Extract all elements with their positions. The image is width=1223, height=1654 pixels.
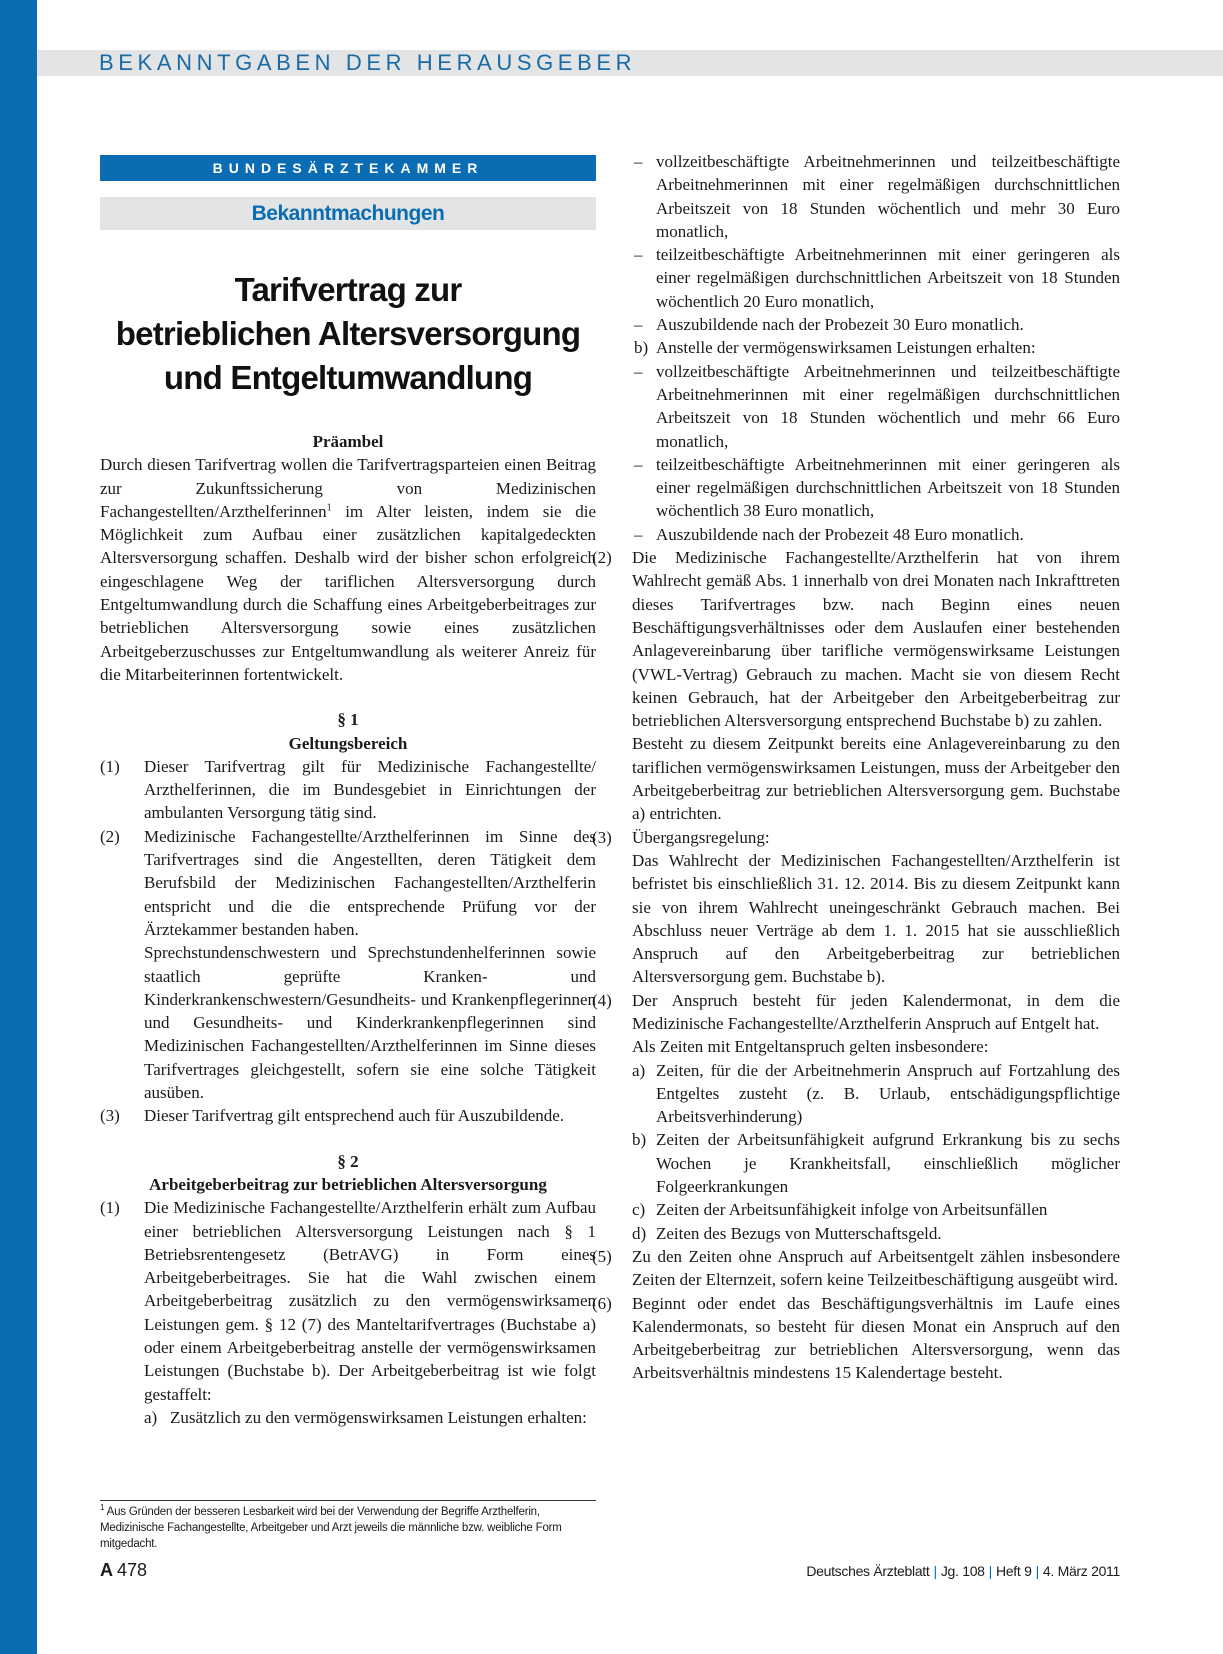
journal-issue: Heft 9 bbox=[996, 1563, 1032, 1579]
item-text: vollzeitbeschäftigte Arbeitnehmerinnen und teilzeitbeschäftigte Arbeitnehmerinnen mit einer regelmäßigen durchschnittlichen Arbeitszeit von 18 Stunden wöchentlich und mehr 66 Euro monatlich, bbox=[656, 361, 1120, 451]
item-text: Zeiten, für die der Arbeitnehmerin Anspruch auf Fortzahlung des Entgeltes zusteht (z. B. Urlaub, entschädigungspflichtige Arbeitsverhinderung) bbox=[656, 1060, 1120, 1127]
s1-para-2b: Sprechstundenschwestern und Sprechstundenhelferinnen sowie staatlich geprüfte Kranken- und Kinderkrankenschwestern/Gesundheits- und Krankenpflegerinnen und Gesundheits- und Kinderkrankenpflegerinnen sind Medizinischen Fachangestellten/Arzthelferinnen im Sinne dieses Tarifvertrages gleichgestellt, sofern sie eine solche Tätigkeit ausüben. bbox=[144, 943, 596, 1103]
dash: – bbox=[634, 361, 643, 381]
s2-para-2 bbox=[592, 546, 1120, 732]
footnote-rule bbox=[100, 1500, 596, 1501]
page-num: 478 bbox=[117, 1560, 148, 1580]
para-text: Beginnt oder endet das Beschäftigungsverhältnis im Laufe eines Kalendermonats, so besteht für diesen Monat ein Anspruch auf den Arbeitgeberbeitrag zur betrieblichen Altersversorgung, wenn das Arbeitsverhältnis mindestens 15 Kalendertage besteht. bbox=[632, 1293, 1120, 1383]
item-text: Auszubildende nach der Probezeit 30 Euro monatlich. bbox=[656, 315, 1024, 335]
s2-para-5 bbox=[592, 1245, 1120, 1292]
item-text: vollzeitbeschäftigte Arbeitnehmerinnen und teilzeitbeschäftigte Arbeitnehmerinnen mit einer regelmäßigen durchschnittlichen Arbeitszeit von 18 Stunden wöchentlich und mehr 30 Euro monatlich, bbox=[656, 152, 1120, 241]
item-letter: b) bbox=[632, 1130, 647, 1150]
para-number: (1) bbox=[100, 1198, 120, 1218]
para-number: (4) bbox=[592, 990, 612, 1010]
journal-date: 4. März 2011 bbox=[1042, 1563, 1120, 1579]
list-item bbox=[626, 523, 1120, 546]
item-text: Zusätzlich zu den vermögenswirksamen Leistungen erhalten: bbox=[170, 1407, 587, 1427]
title-line: und Entgeltumwandlung bbox=[163, 359, 533, 396]
para-text: Die Medizinische Fachangestellte/Arzthelferin erhält zum Aufbau einer betrieblichen Altersversorgung Leistungen nach § 1 Betriebsrentengesetz (BetrAVG) in Form eines Arbeitgeberbeitrages. Sie hat die Wahl zwischen einem Arbeitgeberbeitrag zusätzlich zu den vermögenswirksamen Leistungen gem. § 12 (7) des Manteltarifvertrages (Buchstabe a) oder einem Arbeitgeberbeitrag anstelle der vermögenswirksamen Leistungen (Buchstabe b). Der Arbeitgeberbeitrag ist wie folgt gestaffelt: bbox=[144, 1198, 596, 1404]
separator: | bbox=[1035, 1563, 1039, 1579]
s2-para-2b: Besteht zu diesem Zeitpunkt bereits eine Anlagevereinbarung zu den tariflichen vermögenswirksamen Leistungen, muss der Arbeitgeber den Arbeitgeberbeitrag zur betrieblichen Altersversorgung gem. Buchstabe a) entrichten. bbox=[632, 734, 1120, 824]
para-number: (3) bbox=[592, 827, 612, 847]
list-item bbox=[626, 313, 1120, 336]
section-header-band bbox=[37, 50, 1223, 76]
dash: – bbox=[634, 454, 643, 474]
footnote-text: Aus Gründen der besseren Lesbarkeit wird bei der Verwendung der Begriffe Arzthelferin, Medizinische Fachangestellte, Arbeitgeber und Arzt jeweils die männliche bzw. weibliche Form mitgedacht. bbox=[100, 1506, 562, 1550]
footnote-ref: 1 bbox=[326, 502, 332, 514]
dash: – bbox=[634, 245, 643, 265]
item-text: teilzeitbeschäftigte Arbeitnehmerinnen mit einer geringeren als einer regelmäßigen durchschnittlichen Arbeitszeit von 18 Stunden wöchentlich 38 Euro monatlich, bbox=[656, 454, 1120, 521]
side-color-bar bbox=[0, 0, 37, 1654]
para-text: Medizinische Fachangestellte/Arzthelferinnen im Sinne des Tarifvertrages sind die Angestellten, deren Tätigkeit dem Berufsbild der Medizinischen Fachangestellten/Arzthelferin entspricht und die die entsprechende Prüfung vor der Ärztekammer bestanden haben. bbox=[144, 826, 596, 939]
item-text: Zeiten des Bezugs von Mutterschaftsgeld. bbox=[656, 1223, 942, 1243]
item-letter: a) bbox=[632, 1060, 646, 1080]
para-number: (2) bbox=[592, 548, 612, 568]
para-text: Die Medizinische Fachangestellte/Arzthelferin hat von ihrem Wahlrecht gemäß Abs. 1 innerhalb von drei Monaten nach Inkrafttreten dieses Tarifvertrages bzw. nach Beginn eines neuen Beschäftigungsverhältnisses oder dem Auslaufen einer bestehenden Anlagevereinbarung über tarifliche vermögenswirksame Leistungen (VWL-Vertrag) Gebrauch zu machen. Macht sie von diesem Recht keinen Gebrauch, hat der Arbeitgeber den Arbeitgeberbeitrag zur betrieblichen Altersversorgung entsprechend Buchstabe b) zu zahlen. bbox=[632, 548, 1120, 731]
item-letter: b) bbox=[634, 338, 649, 358]
item-text: Anstelle der vermögenswirksamen Leistungen erhalten: bbox=[656, 338, 1036, 358]
journal-footer bbox=[806, 1563, 1120, 1579]
s1-number: § 1 bbox=[337, 710, 359, 730]
list-item bbox=[626, 243, 1120, 313]
list-item bbox=[626, 1198, 1120, 1221]
s2-item-a bbox=[100, 1406, 596, 1429]
para-number: (2) bbox=[100, 826, 120, 846]
article-title bbox=[100, 268, 596, 400]
para-number: (5) bbox=[592, 1246, 612, 1266]
footnote bbox=[100, 1504, 596, 1552]
s1-para-2 bbox=[100, 825, 596, 941]
para-text: Dieser Tarifvertrag gilt für Medizinische Fachangestellte/ Arzthelferinnen, die im Bundesgebiet in Einrichtungen der ambulanten Versorgung tätig sind. bbox=[144, 756, 596, 823]
item-text: Zeiten der Arbeitsunfähigkeit aufgrund Erkrankung bis zu sechs Wochen je Krankheitsfall, einschließlich möglicher Folgeerkrankungen bbox=[656, 1130, 1120, 1197]
section-header: BEKANNTGABEN DER HERAUSGEBER bbox=[99, 50, 637, 75]
right-column bbox=[592, 150, 1120, 1385]
org-banner: BUNDESÄRZTEKAMMER bbox=[100, 155, 596, 181]
praeambel-text-b: im Alter leisten, indem sie die Möglichkeit zum Aufbau einer zusätzlichen kapitalgedeckten Altersversorgung schaffen. Deshalb wird der bisher schon erfolgreich eingeschlagene Weg der tariflichen Altersversorgung durch Entgeltumwandlung durch die Schaffung eines Arbeitgeberbeitrages zur betrieblichen Altersversorgung sowie eines zusätzlichen Arbeitgeberzuschusses zur Entgeltumwandlung als weiterer Anreiz für die Mitarbeiterinnen fortentwickelt. bbox=[100, 501, 596, 684]
page-number bbox=[100, 1560, 147, 1581]
item-letter: a) bbox=[144, 1407, 158, 1427]
title-line: betrieblichen Altersversorgung bbox=[115, 315, 581, 352]
s2-para-4b: Als Zeiten mit Entgeltanspruch gelten insbesondere: bbox=[632, 1037, 989, 1057]
dash: – bbox=[634, 524, 643, 544]
para-text: Übergangsregelung: bbox=[632, 827, 770, 847]
list-item bbox=[626, 360, 1120, 453]
dash: – bbox=[634, 315, 643, 335]
journal-volume: Jg. 108 bbox=[940, 1563, 985, 1579]
item-text: Auszubildende nach der Probezeit 48 Euro monatlich. bbox=[656, 524, 1024, 544]
item-letter: d) bbox=[632, 1223, 647, 1243]
dash: – bbox=[634, 152, 643, 171]
praeambel-text-a: Durch diesen Tarifvertrag wollen die Tarifvertragsparteien einen Beitrag zur Zukunftssicherung von Medizinischen Fachangestellten/Arzthelferinnen bbox=[100, 455, 596, 521]
item-text: Zeiten der Arbeitsunfähigkeit infolge von Arbeitsunfällen bbox=[656, 1200, 1048, 1220]
s2-para-6 bbox=[592, 1292, 1120, 1385]
para-number: (1) bbox=[100, 756, 120, 776]
para-text: Dieser Tarifvertrag gilt entsprechend auch für Auszubildende. bbox=[144, 1106, 565, 1126]
list-item bbox=[626, 1059, 1120, 1129]
s1-para-1 bbox=[100, 755, 596, 825]
list-item bbox=[626, 1222, 1120, 1245]
title-line: Tarifvertrag zur bbox=[234, 271, 462, 308]
journal-name: Deutsches Ärzteblatt bbox=[806, 1563, 930, 1579]
s2-para-3b: Das Wahlrecht der Medizinischen Fachangestellten/Arzthelferin ist befristet bis einschließlich 31. 12. 2014. Bis zu diesem Zeitpunkt kann sie von ihrem Wahlrecht uneingeschränkt Gebrauch machen. Bei Abschluss neuer Verträge ab dem 1. 1. 2015 hat sie ausschließlich Anspruch auf den Arbeitgeberbeitrag zur betrieblichen Altersversorgung gem. Buchstabe b). bbox=[632, 850, 1120, 987]
s2-para-4 bbox=[592, 989, 1120, 1036]
page-prefix: A bbox=[100, 1560, 113, 1580]
footnote-number: 1 bbox=[100, 1503, 105, 1513]
para-text: Der Anspruch besteht für jeden Kalendermonat, in dem die Medizinische Fachangestellte/Arzthelferin Anspruch auf Entgelt hat. bbox=[632, 990, 1120, 1033]
para-text: Zu den Zeiten ohne Anspruch auf Arbeitsentgelt zählen insbesondere Zeiten der Elternzeit, sofern keine Teilzeitbeschäftigung ausgeübt wird. bbox=[632, 1246, 1120, 1290]
s2-item-b bbox=[626, 336, 1120, 359]
s2-para-3 bbox=[592, 826, 1120, 849]
list-item bbox=[626, 150, 1120, 243]
s2-number: § 2 bbox=[337, 1151, 359, 1171]
praeambel-heading: Präambel bbox=[312, 432, 384, 451]
category-banner: Bekanntmachungen bbox=[100, 197, 596, 230]
s1-para-3 bbox=[100, 1104, 596, 1127]
item-text: teilzeitbeschäftigte Arbeitnehmerinnen mit einer geringeren als einer regelmäßigen durchschnittlichen Arbeitszeit von 18 Stunden wöchentlich 20 Euro monatlich, bbox=[656, 245, 1120, 311]
separator: | bbox=[933, 1563, 937, 1579]
para-number: (3) bbox=[100, 1106, 120, 1126]
list-item bbox=[626, 453, 1120, 523]
separator: | bbox=[988, 1563, 993, 1579]
s2-heading: Arbeitgeberbeitrag zur betrieblichen Altersversorgung bbox=[149, 1174, 547, 1194]
item-letter: c) bbox=[632, 1200, 646, 1220]
left-column bbox=[100, 430, 596, 1429]
s2-para-1 bbox=[100, 1196, 596, 1406]
praeambel-text bbox=[100, 453, 596, 686]
list-item bbox=[626, 1128, 1120, 1198]
para-number: (6) bbox=[592, 1293, 612, 1313]
s1-heading: Geltungsbereich bbox=[288, 733, 408, 753]
